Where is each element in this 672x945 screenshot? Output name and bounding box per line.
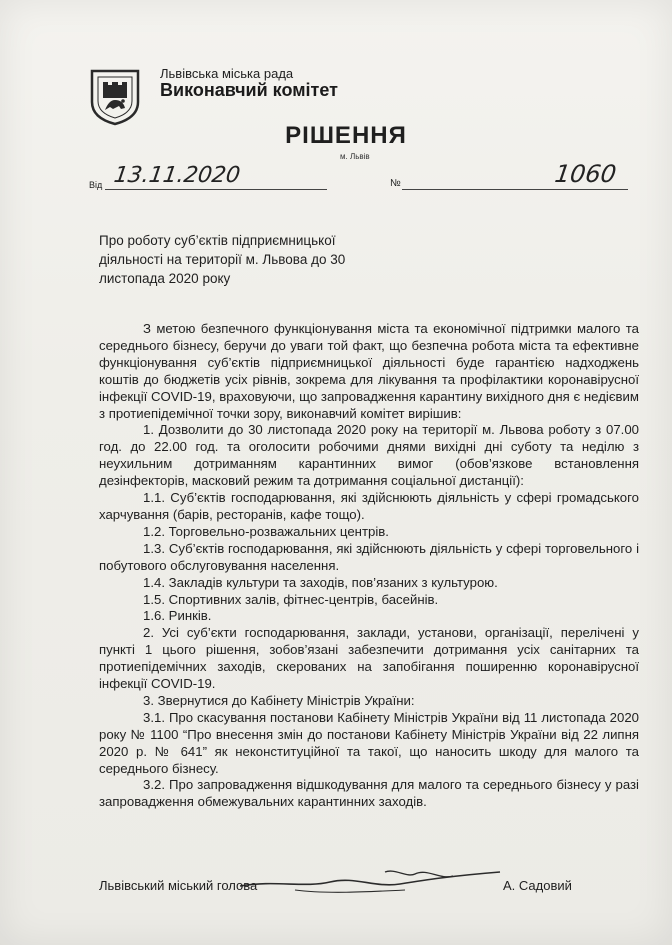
clause-1-4: 1.4. Закладів культури та заходів, пов’язаних з культурою. <box>143 574 498 590</box>
decision-date: 13.11.2020 <box>112 163 242 188</box>
clause-1: 1. Дозволити до 30 листопада 2020 року на території м. Львова роботу з 07.00 год. до 22.00 год. та оголосити робочими днями вихідні дні суботу та неділю з неухильним дотриманням карантинних вимог (обов’язкове встановлення дезінфекторів, масковий режим та дотримання соціальної дистанції): <box>99 422 639 489</box>
document-title: РІШЕННЯ <box>285 122 407 149</box>
decision-number: 1060 <box>553 160 619 188</box>
committee-name: Виконавчий комітет <box>160 80 338 100</box>
handwritten-signature <box>235 858 505 898</box>
clause-3: 3. Звернутися до Кабінету Міністрів України: <box>143 692 415 708</box>
decision-body <box>99 321 639 811</box>
clause-3-1: 3.1. Про скасування постанови Кабінету Міністрів України від 11 листопада 2020 року № 1100 “Про внесення змін до постанови Кабінету Міністрів України від 22 липня 2020 р. № 641” як неконституційної та такої, що наносить шкоду для малого та середнього бізнесу. <box>99 709 639 776</box>
clause-1-6: 1.6. Ринків. <box>143 608 212 624</box>
number-label: № <box>390 178 401 189</box>
council-name: Львівська міська рада <box>160 66 294 81</box>
clause-1-2: 1.2. Торговельно-розважальних центрів. <box>143 523 389 539</box>
clause-1-5: 1.5. Спортивних залів, фітнес-центрів, басейнів. <box>143 591 439 607</box>
date-underline <box>105 189 327 190</box>
decision-subject: Про роботу суб’єктів підприємницької діяльності на території м. Львова до 30 листопада 2020 року <box>99 233 346 286</box>
signatory-position: Львівський міський голова <box>99 878 258 893</box>
clause-3-2: 3.2. Про запровадження відшкодування для малого та середнього бізнесу у разі запровадження обмежувальних карантинних заходів. <box>99 777 639 810</box>
clause-1-3: 1.3. Суб’єктів господарювання, які здійснюють діяльність у сфері торговельного і побутового обслуговування населення. <box>99 540 639 573</box>
clause-1-1: 1.1. Суб’єктів господарювання, які здійснюють діяльність у сфері громадського харчування (барів, ресторанів, кафе тощо). <box>99 490 639 522</box>
number-underline <box>402 189 628 190</box>
city-label: м. Львів <box>340 152 370 161</box>
date-label: Від <box>89 180 103 190</box>
city-coat-of-arms-icon <box>89 68 141 126</box>
clause-2: 2. Усі суб’єкти господарювання, заклади, установи, організації, перелічені у пункті 1 цього рішення, зобов’язані забезпечити дотримання усіх санітарних та протиепідемічних заходів, скерованих на запобігання поширенню коронавірусної інфекції COVID-19. <box>99 625 639 692</box>
preamble-paragraph: З метою безпечного функціонування міста та економічної підтримки малого та середнього бізнесу, беручи до уваги той факт, що безпечна робота міста та ефективне функціонування суб’єктів підприємницької діяльності буде гарантією надходжень коштів до бюджетів усіх рівнів, зокрема для лікування та профілактики коронавірусної інфекції COVID-19, враховуючи, що запровадження карантину вихідного дня є недієвим з протиепідемічної точки зору, виконавчий комітет вирішив: <box>99 321 639 421</box>
signatory-name: А. Садовий <box>503 878 572 893</box>
